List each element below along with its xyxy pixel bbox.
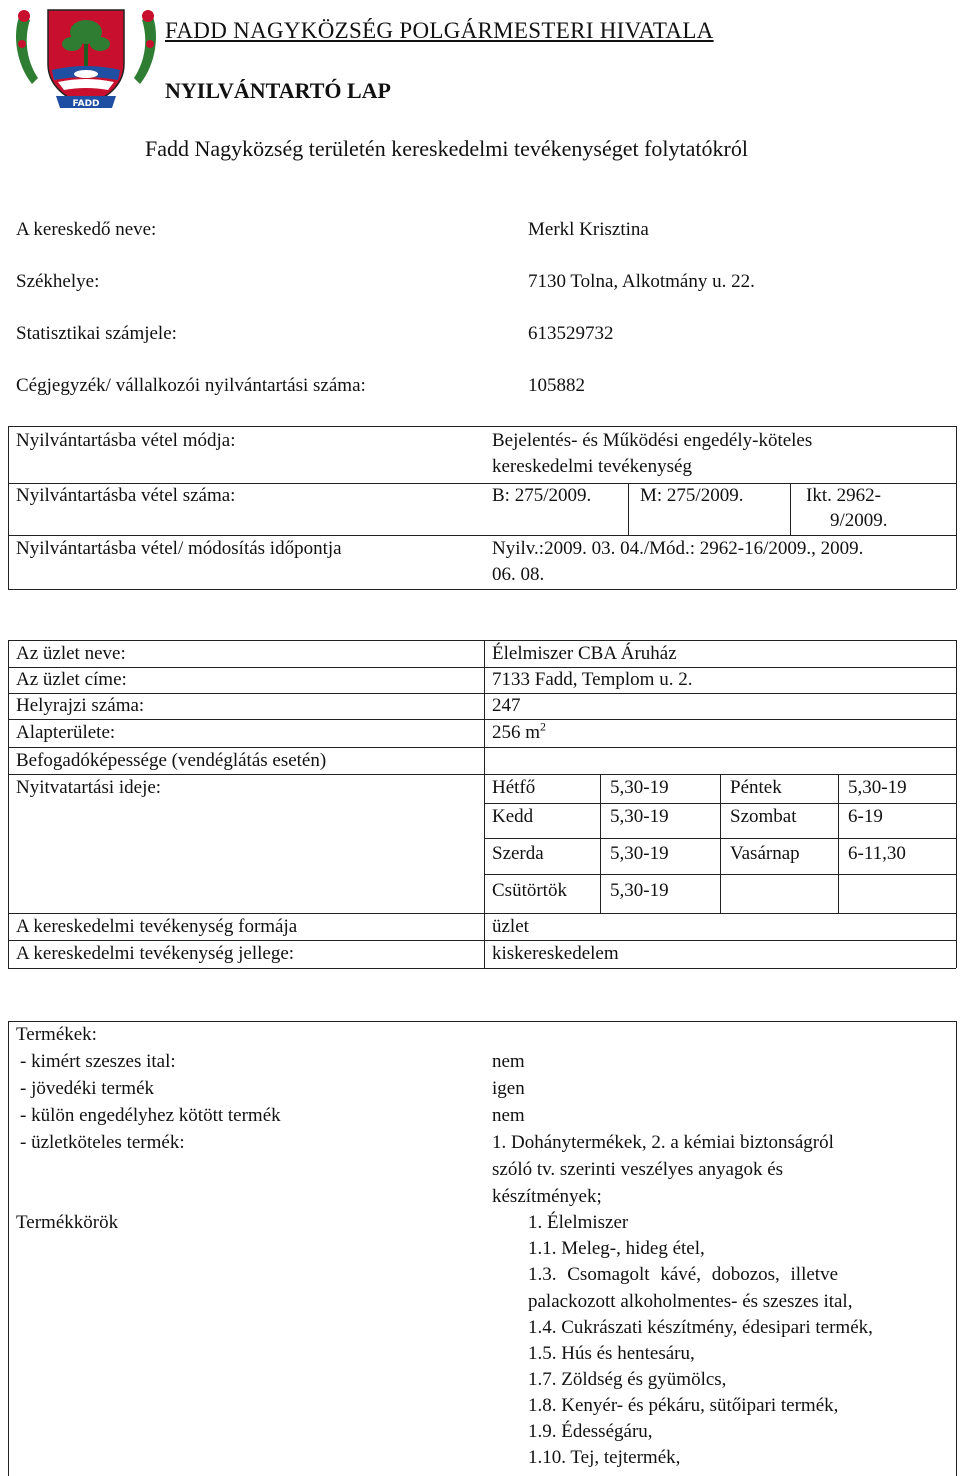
product-group-item: 1.3. Csomagolt kávé, dobozos, illetve	[528, 1264, 839, 1285]
special-permit-value: nem	[492, 1105, 525, 1126]
registry-number-b: B: 275/2009.	[492, 485, 592, 506]
hours-time-tuesday: 5,30-19	[610, 806, 669, 827]
area-unit-superscript: 2	[540, 719, 547, 734]
excise-value: igen	[492, 1078, 525, 1099]
hours-day-thursday: Csütörtök	[492, 880, 567, 901]
capacity-label: Befogadóképessége (vendéglátás esetén)	[16, 750, 327, 771]
floor-area-value: 256 $m^2$	[492, 719, 547, 743]
product-group-item: 1.9. Édességáru,	[528, 1421, 653, 1442]
registry-number-ikt-line2: 9/2009.	[830, 510, 888, 531]
shop-name-label: Az üzlet neve:	[16, 643, 126, 664]
registry-number-value: 105882	[528, 375, 585, 396]
activity-form-label: A kereskedelmi tevékenység formája	[16, 916, 298, 937]
shop-address-value: 7133 Fadd, Templom u. 2.	[492, 669, 693, 690]
shop-address-label: Az üzlet címe:	[16, 669, 127, 690]
registry-date-value-line2: 06. 08.	[492, 564, 545, 585]
hours-day-friday: Péntek	[730, 777, 782, 798]
registry-number-m: M: 275/2009.	[640, 485, 744, 506]
product-group-item: 1. Élelmiszer	[528, 1212, 629, 1233]
registry-date-label: Nyilvántartásba vétel/ módosítás időpontja	[16, 538, 342, 559]
logo-banner-text: FADD	[72, 99, 100, 109]
alcohol-label: - kimért szeszes ital:	[20, 1051, 176, 1072]
stat-number-label: Statisztikai számjele:	[16, 323, 177, 344]
registry-number-label: Cégjegyzék/ vállalkozói nyilvántartási száma:	[16, 375, 366, 396]
activity-form-value: üzlet	[492, 916, 529, 937]
product-group-item: 1.8. Kenyér- és pékáru, sütőipari termék,	[528, 1395, 839, 1416]
shop-bound-line: készítmények;	[492, 1186, 602, 1207]
document-subtitle: Fadd Nagyközség területén kereskedelmi tevékenységet folytatókról	[145, 136, 748, 161]
registry-mode-value-line1: Bejelentés- és Működési engedély-köteles	[492, 430, 813, 451]
shop-name-value: Élelmiszer CBA Áruház	[492, 643, 677, 664]
hours-day-saturday: Szombat	[730, 806, 797, 827]
excise-label: - jövedéki termék	[20, 1078, 155, 1099]
product-groups-label: Termékkörök	[16, 1212, 119, 1233]
hours-time-thursday: 5,30-19	[610, 880, 669, 901]
product-group-item: 1.1. Meleg-, hideg étel,	[528, 1238, 705, 1259]
registry-mode-value-line2: kereskedelmi tevékenység	[492, 456, 692, 477]
registry-mode-label: Nyilvántartásba vétel módja:	[16, 430, 236, 451]
activity-type-value: kiskereskedelem	[492, 943, 619, 964]
special-permit-label: - külön engedélyhez kötött termék	[20, 1105, 281, 1126]
hours-day-tuesday: Kedd	[492, 806, 534, 827]
trader-name-value: Merkl Krisztina	[528, 219, 649, 240]
product-group-item: 1.4. Cukrászati készítmény, édesipari termék,	[528, 1317, 873, 1338]
trader-name-label: A kereskedő neve:	[16, 219, 157, 240]
opening-hours-label: Nyitvatartási ideje:	[16, 777, 162, 798]
registry-entry-number-label: Nyilvántartásba vétel száma:	[16, 485, 236, 506]
hours-day-sunday: Vasárnap	[730, 843, 800, 864]
shop-bound-label: - üzletköteles termék:	[20, 1132, 185, 1153]
shop-bound-line: 1. Dohánytermékek, 2. a kémiai biztonságról	[492, 1132, 834, 1153]
organization-name: FADD NAGYKÖZSÉG POLGÁRMESTERI HIVATALA	[165, 18, 714, 43]
activity-type-label: A kereskedelmi tevékenység jellege:	[16, 943, 295, 964]
stat-number-value: 613529732	[528, 323, 614, 344]
hours-time-wednesday: 5,30-19	[610, 843, 669, 864]
hours-time-monday: 5,30-19	[610, 777, 669, 798]
document-title: NYILVÁNTARTÓ LAP	[165, 78, 391, 103]
product-group-item: 1.10. Tej, tejtermék,	[528, 1447, 681, 1468]
products-heading: Termékek:	[16, 1024, 97, 1045]
plot-number-label: Helyrajzi száma:	[16, 695, 145, 716]
seat-value: 7130 Tolna, Alkotmány u. 22.	[528, 271, 755, 292]
floor-area-label: Alapterülete:	[16, 722, 116, 743]
registry-date-value-line1: Nyilv.:2009. 03. 04./Mód.: 2962-16/2009., 2009.	[492, 538, 864, 559]
hours-day-monday: Hétfő	[492, 777, 536, 798]
registry-number-ikt-line1: Ikt. 2962-	[806, 485, 881, 506]
seat-label: Székhelye:	[16, 271, 100, 292]
hours-time-sunday: 6-11,30	[848, 843, 906, 864]
hours-time-saturday: 6-19	[848, 806, 883, 827]
coat-of-arms-logo	[12, 4, 160, 112]
plot-number-value: 247	[492, 695, 521, 716]
hours-time-friday: 5,30-19	[848, 777, 907, 798]
product-group-item: palackozott alkoholmentes- és szeszes ital,	[528, 1291, 853, 1312]
product-group-item: 1.5. Hús és hentesáru,	[528, 1343, 695, 1364]
shop-bound-line: szóló tv. szerinti veszélyes anyagok és	[492, 1159, 784, 1180]
hours-day-wednesday: Szerda	[492, 843, 544, 864]
product-group-item: 1.7. Zöldség és gyümölcs,	[528, 1369, 727, 1390]
alcohol-value: nem	[492, 1051, 525, 1072]
